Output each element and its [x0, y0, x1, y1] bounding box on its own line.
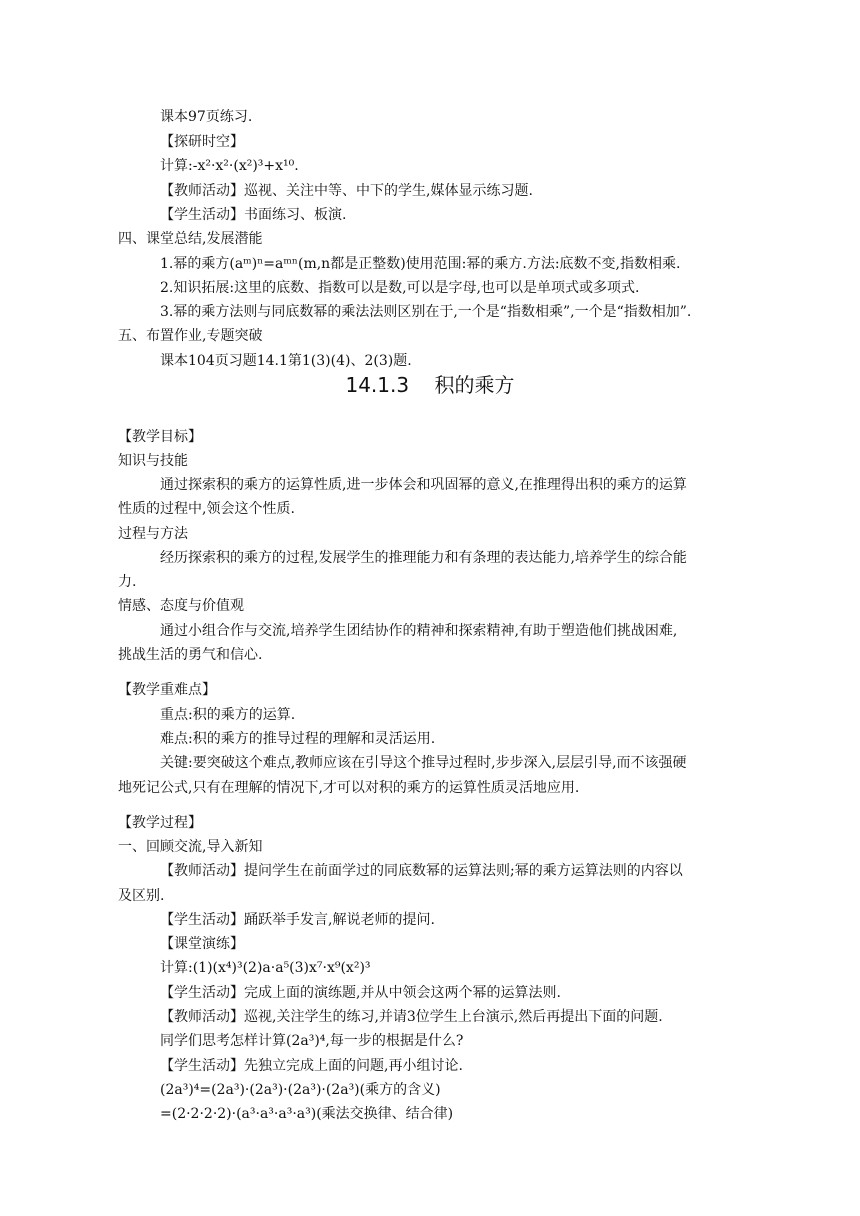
- text-line: 挑战生活的勇气和信心.: [118, 647, 263, 663]
- objectives-header: 【教学目标】: [118, 429, 202, 445]
- text-line: 经历探索积的乘方的过程,发展学生的推理能力和有条理的表达能力,培养学生的综合能: [160, 550, 687, 566]
- text-line: 【教师活动】巡视,关注学生的练习,并请3位学生上台演示,然后再提出下面的问题.: [160, 1009, 663, 1025]
- text-line: 重点:积的乘方的运算.: [160, 707, 296, 723]
- text-line: 一、回顾交流,导入新知: [118, 839, 263, 855]
- text-line: 【学生活动】先独立完成上面的问题,再小组讨论.: [160, 1058, 463, 1074]
- section-name: 积的乘方: [434, 373, 515, 397]
- text-line: 【教师活动】巡视、关注中等、中下的学生,媒体显示练习题.: [160, 183, 533, 199]
- text-line: 2.知识拓展:这里的底数、指数可以是数,可以是字母,也可以是单项式或多项式.: [160, 280, 640, 296]
- text-line: 力.: [118, 574, 137, 590]
- text-line: 难点:积的乘方的推导过程的理解和灵活运用.: [160, 731, 436, 747]
- key-points-header: 【教学重难点】: [118, 682, 216, 698]
- section-title: [0, 372, 860, 398]
- text-line: 【学生活动】踊跃举手发言,解说老师的提问.: [160, 912, 435, 928]
- text-line: 通过探索积的乘方的运算性质,进一步体会和巩固幂的意义,在推理得出积的乘方的运算: [160, 477, 687, 493]
- text-line: 五、布置作业,专题突破: [118, 328, 263, 344]
- section-number: 14.1.3: [345, 373, 410, 397]
- text-line: 同学们思考怎样计算(2a³)⁴,每一步的根据是什么?: [160, 1033, 464, 1049]
- text-line: 通过小组合作与交流,培养学生团结协作的精神和探索精神,有助于塑造他们挑战困难,: [160, 623, 678, 639]
- process-label: 过程与方法: [118, 526, 188, 542]
- text-line: 四、课堂总结,发展潜能: [118, 231, 263, 247]
- text-line: 【探研时空】: [160, 134, 244, 150]
- text-line: 关键:要突破这个难点,教师应该在引导这个推导过程时,步步深入,层层引导,而不该强硬: [160, 755, 687, 771]
- text-line: 【教师活动】提问学生在前面学过的同底数幂的运算法则;幂的乘方运算法则的内容以: [160, 863, 683, 879]
- text-line: 3.幂的乘方法则与同底数幂的乘法法则区别在于,一个是“指数相乘”,一个是“指数相加”.: [160, 304, 692, 320]
- text-line: 【课堂演练】: [160, 936, 244, 952]
- text-line: 1.幂的乘方(aᵐ)ⁿ=aᵐⁿ(m,n都是正整数)使用范围:幂的乘方.方法:底数不变,指数相乘.: [160, 256, 681, 272]
- text-line: 地死记公式,只有在理解的情况下,才可以对积的乘方的运算性质灵活地应用.: [118, 780, 580, 796]
- knowledge-label: 知识与技能: [118, 453, 188, 469]
- process-header: 【教学过程】: [118, 815, 202, 831]
- emotion-label: 情感、态度与价值观: [118, 598, 244, 614]
- text-line: =(2·2·2·2)·(a³·a³·a³·a³)(乘法交换律、结合律): [160, 1106, 454, 1122]
- text-line: 性质的过程中,领会这个性质.: [118, 501, 295, 517]
- text-line: 【学生活动】完成上面的演练题,并从中领会这两个幂的运算法则.: [160, 985, 561, 1001]
- text-line: 计算:-x²·x²·(x²)³+x¹⁰.: [160, 158, 299, 174]
- text-line: 计算:(1)(x⁴)³(2)a·a⁵(3)x⁷·x⁹(x²)³: [160, 960, 371, 976]
- text-line: 【学生活动】书面练习、板演.: [160, 207, 347, 223]
- text-line: (2a³)⁴=(2a³)·(2a³)·(2a³)·(2a³)(乘方的含义): [160, 1082, 441, 1098]
- text-line: 及区别.: [118, 888, 165, 904]
- text-line: 课本104页习题14.1第1(3)(4)、2(3)题.: [160, 353, 412, 369]
- text-line: 课本97页练习.: [160, 109, 253, 125]
